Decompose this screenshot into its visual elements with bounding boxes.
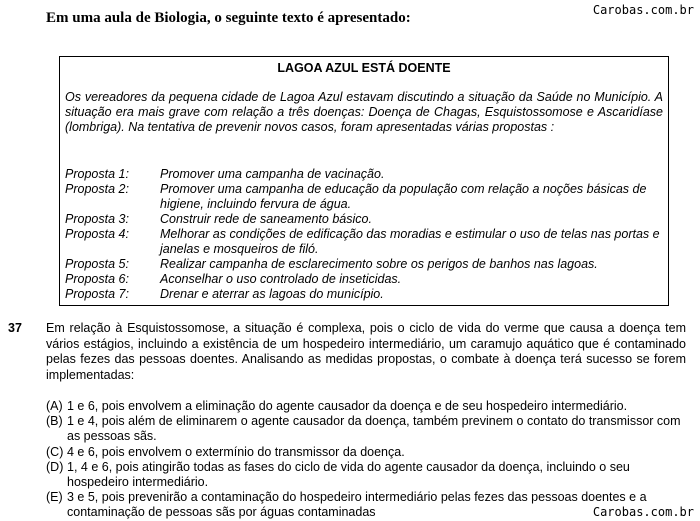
proposal-label: Proposta 2: (65, 182, 129, 196)
intro-heading: Em uma aula de Biologia, o seguinte texto é apresentado: (46, 10, 411, 26)
proposal-item (65, 212, 664, 227)
option-text: 1 e 4, pois além de eliminarem o agente causador da doença, também previnem o contato do transmissor com as pessoas sãs. (67, 414, 681, 444)
option-letter: (D) (46, 459, 64, 474)
proposal-item (65, 227, 664, 257)
proposal-item (65, 182, 664, 212)
question-stem: Em relação à Esquistossomose, a situação é complexa, pois o ciclo de vida do verme que causa a doença tem vários estágios, incluindo a existência de um hospedeiro intermediário, um caramujo aquático que é contaminado pelas fezes das pessoas doentes. Analisando as medidas propostas, o combate à doença terá sucesso se forem implementadas: (46, 321, 686, 382)
option-letter: (B) (46, 414, 63, 429)
proposal-text: Realizar campanha de esclarecimento sobre os perigos de banhos nas lagoas. (160, 257, 598, 271)
proposal-label: Proposta 7: (65, 287, 129, 301)
proposal-label: Proposta 4: (65, 227, 129, 241)
box-title: LAGOA AZUL ESTÁ DOENTE (277, 61, 451, 75)
option-text: 1 e 6, pois envolvem a eliminação do agente causador da doença e de seu hospedeiro intermediário. (67, 399, 628, 413)
answer-option (46, 460, 686, 490)
proposal-text: Melhorar as condições de edificação das moradias e estimular o uso de telas nas portas e janelas e mosqueiros de filó. (160, 227, 660, 256)
proposal-item (65, 287, 664, 302)
answer-options (46, 399, 686, 521)
question-number: 37 (8, 321, 22, 335)
option-letter: (A) (46, 399, 63, 413)
proposal-text: Promover uma campanha de vacinação. (160, 167, 385, 181)
proposal-label: Proposta 5: (65, 257, 129, 271)
proposal-label: Proposta 3: (65, 212, 129, 226)
answer-option (46, 445, 686, 460)
proposal-label: Proposta 1: (65, 167, 129, 181)
box-paragraph: Os vereadores da pequena cidade de Lagoa Azul estavam discutindo a situação da Saúde no Município. A situação era mais grave com relação a três doenças: Doença de Chagas, Esquistossomose e Ascaridíase (lombriga). Na tentativa de prevenir novos casos, foram apresentadas várias propostas : (65, 90, 663, 134)
answer-option (46, 414, 686, 444)
watermark-top: Carobas.com.br (592, 3, 694, 17)
proposal-item (65, 257, 664, 272)
proposal-label: Proposta 6: (65, 272, 129, 286)
answer-option (46, 399, 686, 414)
option-text: 4 e 6, pois envolvem o extermínio do transmissor da doença. (67, 444, 405, 459)
proposal-item (65, 167, 664, 182)
watermark-bottom: Carobas.com.br (592, 505, 694, 519)
option-letter: (E) (46, 490, 63, 505)
proposal-item (65, 272, 664, 287)
proposal-text: Drenar e aterrar as lagoas do município. (160, 287, 384, 301)
proposal-text: Construir rede de saneamento básico. (160, 212, 372, 226)
answer-option (46, 490, 686, 520)
proposal-list (65, 167, 664, 302)
text-box (59, 56, 669, 306)
option-letter: (C) (46, 444, 64, 459)
option-text: 3 e 5, pois prevenirão a contaminação do hospedeiro intermediário pelas fezes das pessoas doentes e a contaminação de pessoas sãs por águas contaminadas (67, 490, 647, 520)
option-text: 1, 4 e 6, pois atingirão todas as fases do ciclo de vida do agente causador da doença, incluindo o seu hospedeiro intermediário. (67, 459, 630, 490)
proposal-text: Promover uma campanha de educação da população com relação a noções básicas de higiene, incluindo fervura de água. (160, 182, 647, 211)
proposal-text: Aconselhar o uso controlado de inseticidas. (160, 272, 402, 286)
